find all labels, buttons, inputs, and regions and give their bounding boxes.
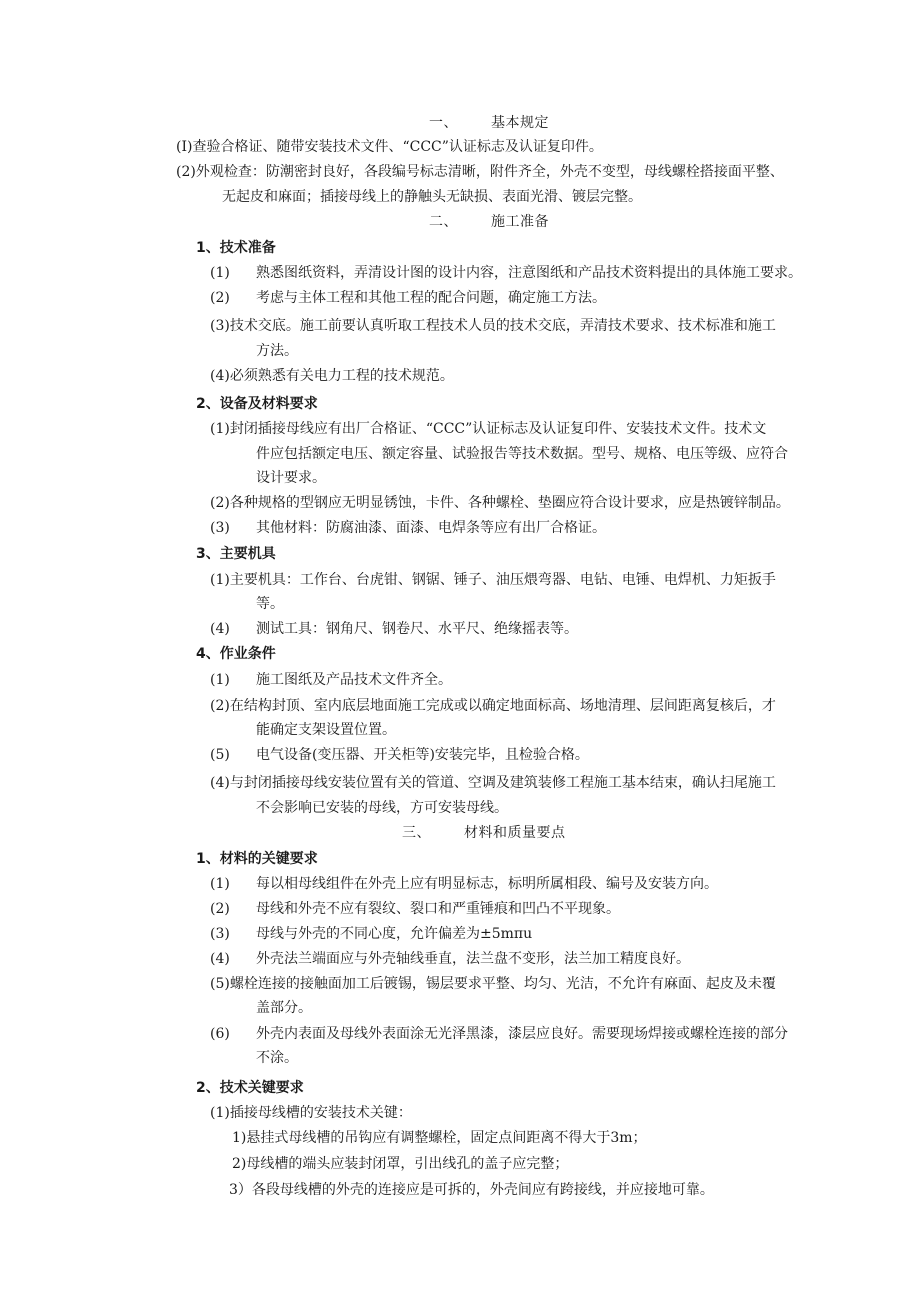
paragraph-line: (I)查验合格证、随带安装技术文件、“CCC”认证标志及认证复印件。 [176, 139, 603, 155]
paragraph-line: 盖部分。 [256, 1000, 312, 1016]
paragraph-line: 等。 [256, 596, 284, 612]
paragraph-line: 无起皮和麻面；插接母线上的静触头无缺损、表面光滑、镀层完整。 [222, 189, 642, 205]
subsection-heading: 4、作业条件 [196, 646, 276, 662]
list-item [210, 261, 802, 286]
paragraph-line: (1)封闭插接母线应有出厂合格证、“CCC”认证标志及认证复印件、安装技术文件。技术文 [210, 421, 767, 437]
subsection-heading: 2、设备及材料要求 [196, 396, 318, 412]
subsection-heading: 1、材料的关键要求 [196, 851, 318, 867]
section-number: 一、 [429, 115, 458, 131]
subsection-heading: 3、主要机具 [196, 546, 276, 562]
item-number: (4) [210, 621, 230, 637]
item-number: (3) [210, 520, 230, 536]
item-number: (1) [210, 876, 230, 892]
section-title: 施工准备 [491, 214, 549, 230]
paragraph-line: 2)母线槽的端头应装封闭罩，引出线孔的盖子应完整； [232, 1156, 569, 1172]
item-text: 每以相母线组件在外壳上应有明显标志，标明所属相段、编号及安装方向。 [256, 876, 718, 892]
paragraph-line: 3）各段母线槽的外壳的连接应是可拆的，外壳间应有跨接线，并应接地可靠。 [229, 1182, 714, 1198]
item-number: (2) [210, 290, 230, 306]
paragraph-line: (4)必须熟悉有关电力工程的技术规范。 [210, 368, 454, 384]
item-number: (5) [210, 747, 230, 763]
paragraph-line: 不会影响已安装的母线，方可安装母线。 [256, 800, 508, 816]
item-text: 熟悉图纸资料，弄清设计图的设计内容，注意图纸和产品技术资料提出的具体施工要求。 [256, 265, 802, 281]
paragraph-line: 设计要求。 [256, 470, 326, 486]
item-number: (4) [210, 951, 230, 967]
list-item [210, 897, 620, 922]
section-title: 基本规定 [491, 115, 549, 131]
paragraph-line: (2)外观检查：防潮密封良好，各段编号标志清晰，附件齐全，外壳不变型，母线螺栓搭接面平整、 [176, 164, 784, 180]
paragraph-line: (3)技术交底。施工前要认真听取工程技术人员的技术交底，弄清技术要求、技术标准和施工 [210, 318, 776, 334]
section-heading-3 [402, 821, 566, 846]
paragraph-line: 件应包括额定电压、额定容量、试验报告等技术数据。型号、规格、电压等级、应符合 [256, 446, 788, 462]
item-text: 施工图纸及产品技术文件齐全。 [256, 672, 452, 688]
section-number: 三、 [402, 825, 431, 841]
item-number: (1) [210, 672, 230, 688]
item-text: 测试工具：钢角尺、钢卷尺、水平尺、绝缘摇表等。 [256, 621, 578, 637]
item-text: 母线与外壳的不同心度，允许偏差为±5mπu [256, 926, 533, 942]
section-heading-2 [429, 210, 549, 235]
item-number: (6) [210, 1026, 230, 1042]
item-text: 外壳法兰端面应与外壳轴线垂直，法兰盘不变形，法兰加工精度良好。 [256, 951, 690, 967]
item-text: 母线和外壳不应有裂纹、裂口和严重锤痕和凹凸不平现象。 [256, 901, 620, 917]
list-item [210, 947, 690, 972]
list-item [210, 1022, 788, 1047]
list-item [210, 668, 452, 693]
section-heading-1 [429, 111, 549, 136]
list-item [210, 743, 589, 768]
paragraph-line: (1)插接母线槽的安装技术关键： [210, 1105, 412, 1121]
item-number: (3) [210, 926, 230, 942]
item-text: 电气设备(变压器、开关柜等)安装完毕，且检验合格。 [256, 747, 589, 763]
item-number: (2) [210, 901, 230, 917]
section-number: 二、 [429, 214, 458, 230]
paragraph-line: 能确定支架设置位置。 [256, 722, 396, 738]
item-text: 其他材料：防腐油漆、面漆、电焊条等应有出厂合格证。 [256, 520, 606, 536]
list-item [210, 872, 718, 897]
subsection-heading: 2、技术关键要求 [196, 1080, 304, 1096]
paragraph-line: (5)螺栓连接的接触面加工后镀锡，锡层要求平整、均匀、光洁，不允许有麻面、起皮及未覆 [210, 976, 776, 992]
paragraph-line: (4)与封闭插接母线安装位置有关的管道、空调及建筑装修工程施工基本结束，确认扫尾施工 [210, 775, 776, 791]
section-title: 材料和质量要点 [464, 825, 566, 841]
paragraph-line: (2)在结构封顶、室内底层地面施工完成或以确定地面标高、场地清理、层间距离复核后，才 [210, 698, 776, 714]
list-item [210, 922, 532, 947]
paragraph-line: (1)主要机具：工作台、台虎钳、钢锯、锤子、油压煨弯器、电钻、电锤、电焊机、力矩扳手 [210, 572, 776, 588]
list-item [210, 286, 606, 311]
item-number: (1) [210, 265, 230, 281]
list-item [210, 516, 606, 541]
subsection-heading: 1、技术准备 [196, 240, 276, 256]
paragraph-line: (2)各种规格的型钢应无明显锈蚀，卡件、各种螺栓、垫圈应符合设计要求，应是热镀锌制品。 [210, 495, 790, 511]
paragraph-line: 方法。 [256, 343, 298, 359]
item-text: 考虑与主体工程和其他工程的配合问题，确定施工方法。 [256, 290, 606, 306]
paragraph-line: 不涂。 [256, 1050, 298, 1066]
paragraph-line: 1)悬挂式母线槽的吊钩应有调整螺栓，固定点间距离不得大于3m； [232, 1130, 647, 1146]
item-text: 外壳内表面及母线外表面涂无光泽黑漆，漆层应良好。需要现场焊接或螺栓连接的部分 [256, 1026, 788, 1042]
list-item [210, 617, 578, 642]
